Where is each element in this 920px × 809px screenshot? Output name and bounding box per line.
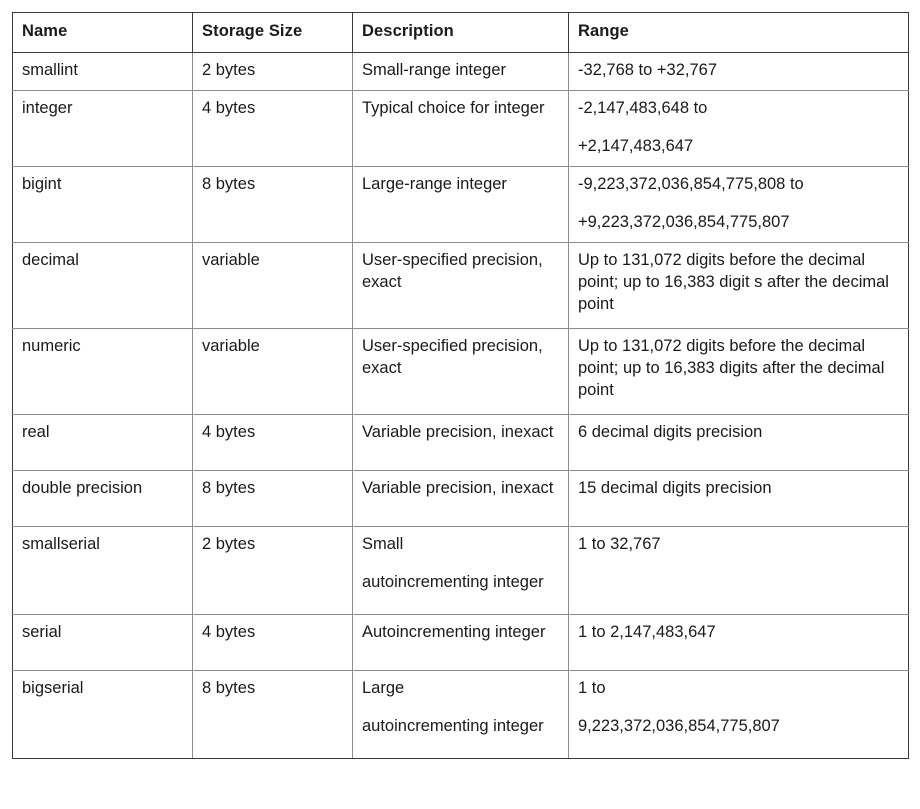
table-row xyxy=(13,166,909,242)
cell-storage-size: 4 bytes xyxy=(193,614,353,670)
cell-text xyxy=(578,534,899,556)
cell-line: autoincrementing integer xyxy=(362,716,544,735)
cell-line: +9,223,372,036,854,775,807 xyxy=(578,212,790,231)
cell-type-name: bigint xyxy=(13,166,193,242)
cell-line: Autoincrementing integer xyxy=(362,622,546,641)
cell-text xyxy=(578,98,899,158)
cell-type-name: real xyxy=(13,414,193,470)
cell-range xyxy=(569,52,909,90)
table-row xyxy=(13,90,909,166)
cell-description xyxy=(353,414,569,470)
numeric-types-table xyxy=(12,12,909,759)
cell-text xyxy=(362,622,559,644)
cell-text xyxy=(578,250,899,316)
cell-text xyxy=(578,622,899,644)
cell-description xyxy=(353,90,569,166)
cell-line: Small-range integer xyxy=(362,60,506,79)
cell-line: User-specified precision, exact xyxy=(362,250,543,291)
cell-text xyxy=(362,174,559,196)
cell-line: 1 to 2,147,483,647 xyxy=(578,622,716,641)
cell-type-name: decimal xyxy=(13,242,193,328)
cell-line: 1 to xyxy=(578,678,606,697)
cell-storage-size: variable xyxy=(193,242,353,328)
table-row xyxy=(13,470,909,526)
cell-text xyxy=(362,422,559,444)
cell-line: Typical choice for integer xyxy=(362,98,545,117)
table-header-row xyxy=(13,13,909,53)
cell-storage-size: 2 bytes xyxy=(193,52,353,90)
cell-line: 15 decimal digits precision xyxy=(578,478,772,497)
cell-line: -2,147,483,648 to xyxy=(578,98,708,117)
cell-line: -32,768 to +32,767 xyxy=(578,60,717,79)
cell-description xyxy=(353,52,569,90)
cell-text xyxy=(362,250,559,294)
cell-range xyxy=(569,670,909,758)
table-row xyxy=(13,52,909,90)
cell-text xyxy=(578,174,899,234)
cell-text xyxy=(362,534,559,594)
cell-text xyxy=(578,60,899,82)
cell-line: Variable precision, inexact xyxy=(362,478,554,497)
column-header-range: Range xyxy=(569,13,909,53)
cell-description xyxy=(353,670,569,758)
cell-text xyxy=(578,678,899,738)
cell-text xyxy=(578,336,899,402)
cell-text xyxy=(362,678,559,738)
cell-line: 1 to 32,767 xyxy=(578,534,661,553)
cell-line: -9,223,372,036,854,775,808 to xyxy=(578,174,804,193)
cell-line: Up to 131,072 digits before the decimal point; up to 16,383 digits after the decimal point xyxy=(578,336,885,399)
cell-line: Variable precision, inexact xyxy=(362,422,554,441)
cell-line: Up to 131,072 digits before the decimal point; up to 16,383 digit s after the decimal point xyxy=(578,250,889,313)
cell-text xyxy=(578,422,899,444)
cell-range xyxy=(569,328,909,414)
table-row xyxy=(13,526,909,614)
column-header-storage-size: Storage Size xyxy=(193,13,353,53)
cell-text xyxy=(362,336,559,380)
cell-storage-size: 8 bytes xyxy=(193,670,353,758)
column-header-name: Name xyxy=(13,13,193,53)
cell-range xyxy=(569,470,909,526)
cell-range xyxy=(569,90,909,166)
cell-text xyxy=(362,478,559,500)
cell-line: Large-range integer xyxy=(362,174,507,193)
cell-line: +2,147,483,647 xyxy=(578,136,694,155)
table-row xyxy=(13,614,909,670)
table-row xyxy=(13,242,909,328)
cell-storage-size: 4 bytes xyxy=(193,90,353,166)
cell-type-name: bigserial xyxy=(13,670,193,758)
cell-type-name: numeric xyxy=(13,328,193,414)
cell-description xyxy=(353,614,569,670)
cell-range xyxy=(569,414,909,470)
cell-description xyxy=(353,526,569,614)
cell-range xyxy=(569,166,909,242)
cell-type-name: smallint xyxy=(13,52,193,90)
cell-line: autoincrementing integer xyxy=(362,572,544,591)
cell-line: User-specified precision, exact xyxy=(362,336,543,377)
cell-description xyxy=(353,166,569,242)
cell-description xyxy=(353,328,569,414)
cell-type-name: integer xyxy=(13,90,193,166)
table-body xyxy=(13,52,909,758)
cell-description xyxy=(353,470,569,526)
cell-line: Large xyxy=(362,678,405,697)
cell-storage-size: 8 bytes xyxy=(193,470,353,526)
table-row xyxy=(13,328,909,414)
table-header xyxy=(13,13,909,53)
cell-description xyxy=(353,242,569,328)
cell-text xyxy=(362,60,559,82)
cell-storage-size: 2 bytes xyxy=(193,526,353,614)
cell-text xyxy=(362,98,559,120)
cell-storage-size: variable xyxy=(193,328,353,414)
cell-line: Small xyxy=(362,534,404,553)
cell-type-name: serial xyxy=(13,614,193,670)
column-header-description: Description xyxy=(353,13,569,53)
cell-line: 9,223,372,036,854,775,807 xyxy=(578,716,780,735)
cell-range xyxy=(569,614,909,670)
table-row xyxy=(13,414,909,470)
cell-range xyxy=(569,526,909,614)
cell-text xyxy=(578,478,899,500)
table-row xyxy=(13,670,909,758)
cell-type-name: smallserial xyxy=(13,526,193,614)
cell-range xyxy=(569,242,909,328)
cell-type-name: double precision xyxy=(13,470,193,526)
cell-storage-size: 4 bytes xyxy=(193,414,353,470)
cell-storage-size: 8 bytes xyxy=(193,166,353,242)
cell-line: 6 decimal digits precision xyxy=(578,422,763,441)
